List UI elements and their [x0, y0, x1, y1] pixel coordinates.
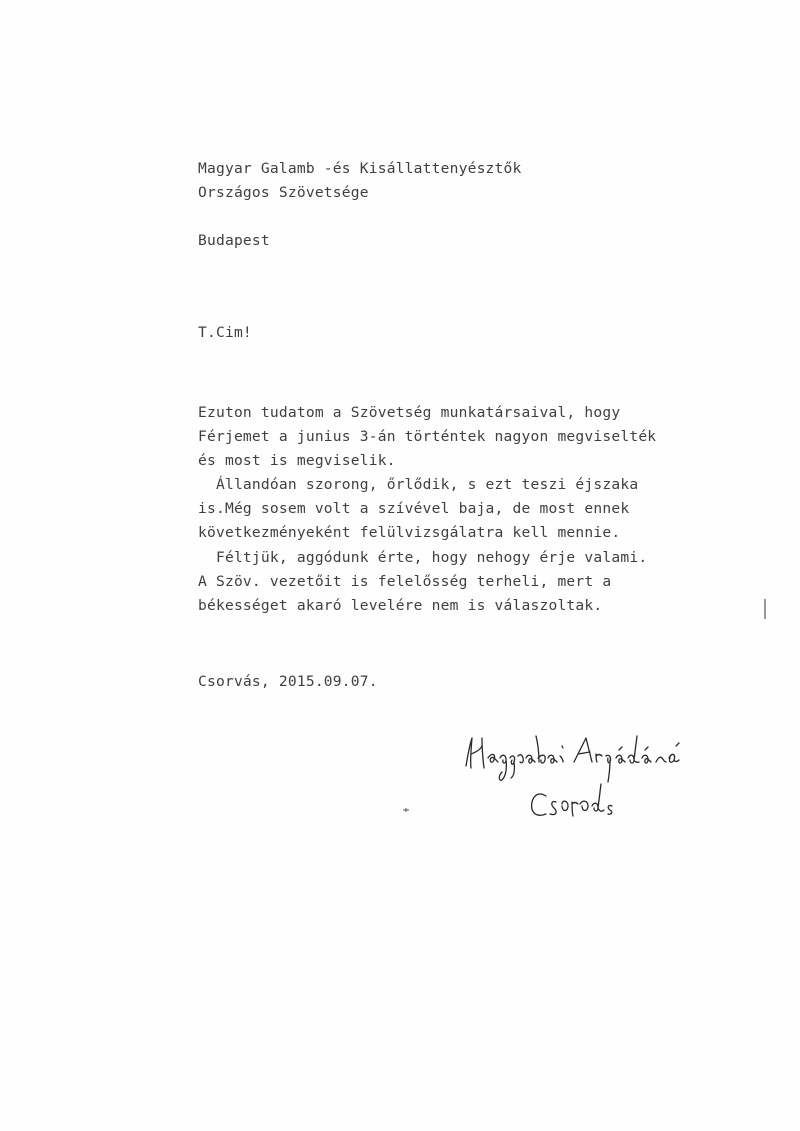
body-line: Ezuton tudatom a Szövetség munkatársaival, hogy	[198, 404, 621, 421]
letter-body	[198, 404, 656, 621]
body-line: és most is megviselik.	[198, 452, 396, 470]
body-line: A Szöv. vezetőit is felelősség terheli, mert a	[198, 572, 612, 590]
addressee-line-1: Magyar Galamb -és Kisállattenyésztők	[198, 160, 522, 177]
place-date: Csorvás, 2015.09.07.	[198, 673, 378, 690]
margin-mark	[762, 598, 768, 620]
handwritten-signature	[462, 724, 762, 834]
body-line: Férjemet a junius 3-án történtek nagyon megviselték	[198, 428, 657, 446]
addressee-line-2: Országos Szövetsége	[198, 184, 369, 201]
body-line: is.Még sosem volt a szívével baja, de most ennek	[198, 500, 630, 518]
body-line: következményeként felülvizsgálatra kell mennie.	[198, 524, 621, 542]
body-line: Állandóan szorong, őrlődik, s ezt teszi éjszaka	[198, 476, 639, 494]
addressee-city: Budapest	[198, 232, 270, 249]
stray-mark	[402, 806, 410, 814]
salutation: T.Cim!	[198, 324, 252, 341]
addressee-block	[198, 160, 522, 208]
body-line: Féltjük, aggódunk érte, hogy nehogy érje valami.	[198, 548, 648, 566]
body-line: békességet akaró levelére nem is válaszoltak.	[198, 596, 603, 614]
